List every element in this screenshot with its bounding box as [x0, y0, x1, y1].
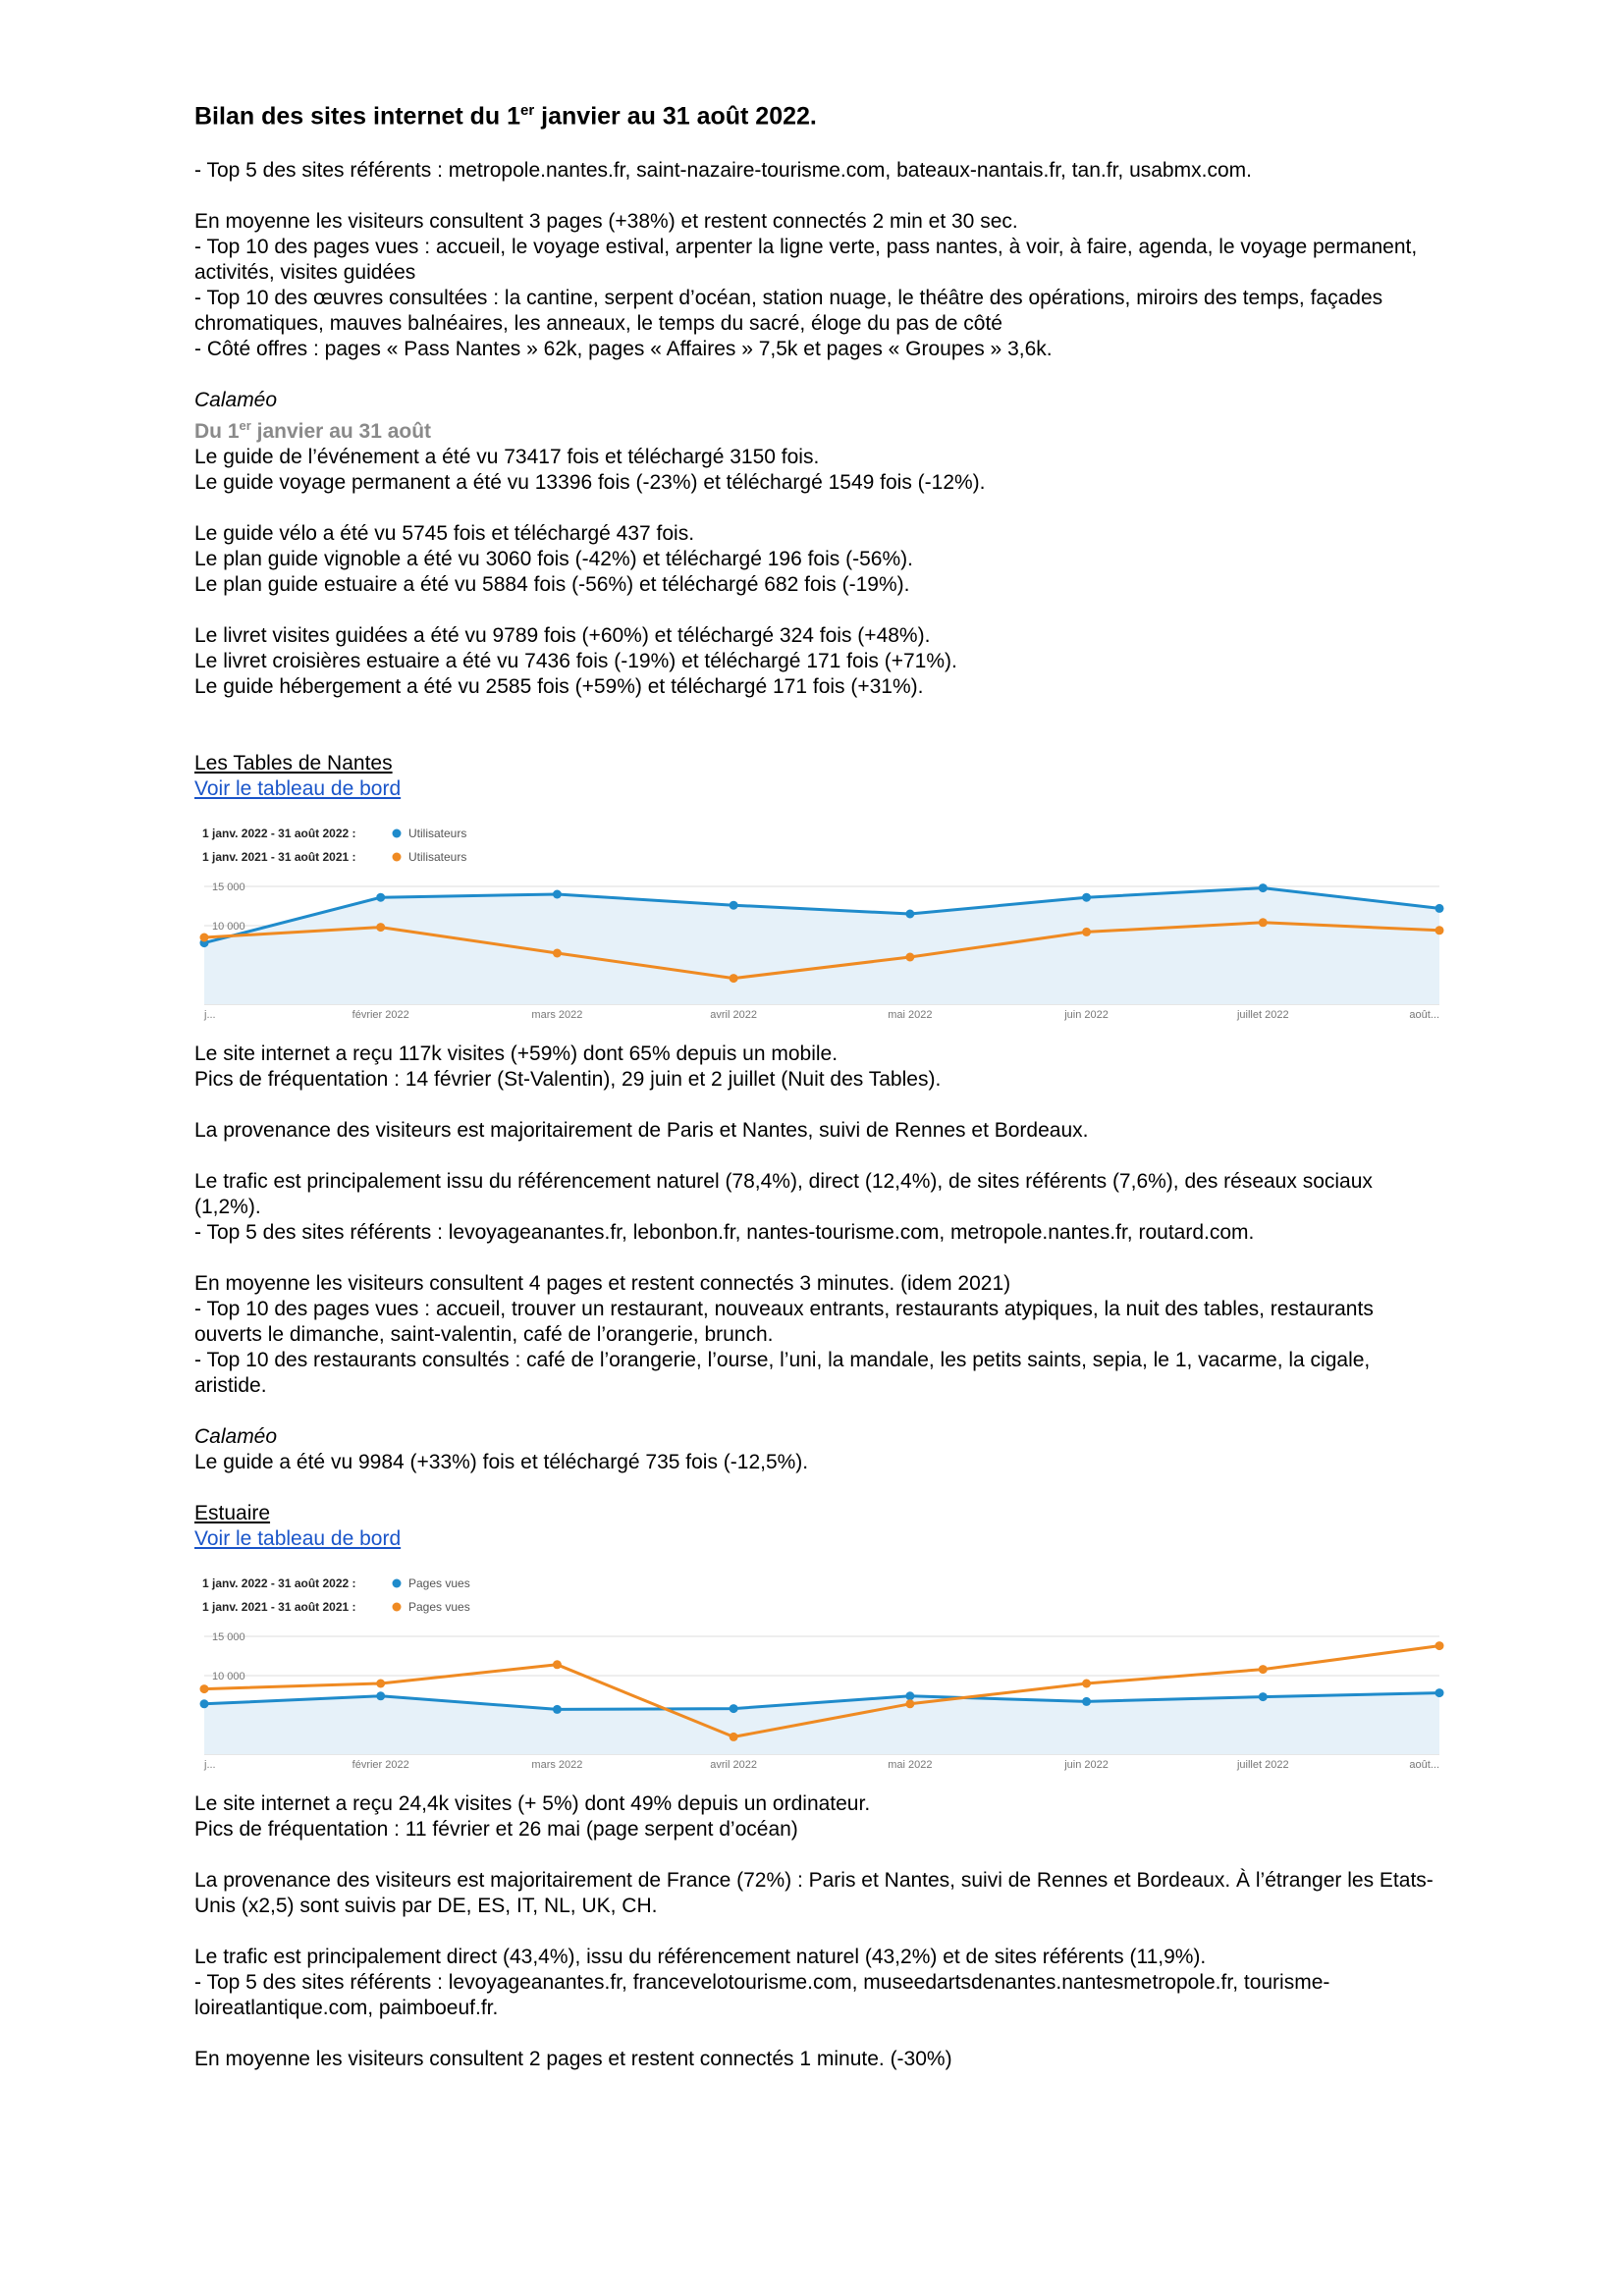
calameo-line: Le plan guide estuaire a été vu 5884 fois (-56%) et téléchargé 682 fois (-19%).	[194, 573, 910, 597]
x-tick-label: mai 2022	[888, 1759, 933, 1772]
legend-marker	[393, 1603, 402, 1612]
legend-label: Pages vues	[408, 1600, 470, 1615]
series-2022-point	[1259, 883, 1268, 892]
x-tick-label: mai 2022	[888, 1009, 933, 1022]
estuaire-referents: - Top 5 des sites référents : levoyageanantes.fr, francevelotourisme.com, museedartsdenantes.nantesmetropole.fr, tourisme-loireatlantique.com, paimboeuf.fr.	[194, 1971, 1330, 2020]
tables-dashboard-link[interactable]: Voir le tableau de bord	[194, 777, 402, 801]
x-tick-label: avril 2022	[710, 1759, 757, 1772]
x-tick-label: juillet 2022	[1236, 1009, 1289, 1022]
series-2022-point	[1435, 1688, 1444, 1697]
x-tick-label: août...	[1409, 1009, 1439, 1022]
series-2022-point	[1082, 1697, 1091, 1706]
intro-moyenne: En moyenne les visiteurs consultent 3 pages (+38%) et restent connectés 2 min et 30 sec.	[194, 210, 1018, 234]
series-2021-point	[200, 1684, 209, 1693]
legend-period: 1 janv. 2022 - 31 août 2022 :	[202, 827, 356, 841]
intro-top-pages: - Top 10 des pages vues : accueil, le voyage estival, arpenter la ligne verte, pass nantes, à voir, à faire, agenda, le voyage permanent, activités, visites guidées	[194, 236, 1418, 285]
estuaire-moyenne: En moyenne les visiteurs consultent 2 pages et restent connectés 1 minute. (-30%)	[194, 2048, 952, 2071]
document-page	[194, 94, 1441, 2072]
tables-calameo-line: Le guide a été vu 9984 (+33%) fois et téléchargé 735 fois (-12,5%).	[194, 1451, 809, 1474]
calameo-line: Le guide voyage permanent a été vu 13396 fois (-23%) et téléchargé 1549 fois (-12%).	[194, 471, 986, 495]
series-2022-point	[905, 1692, 914, 1701]
series-2021-point	[1435, 1641, 1444, 1650]
estuaire-dashboard-link[interactable]: Voir le tableau de bord	[194, 1527, 402, 1551]
x-tick-label: juin 2022	[1064, 1009, 1109, 1022]
tables-referents: - Top 5 des sites référents : levoyageanantes.fr, lebonbon.fr, nantes-tourisme.com, metropole.nantes.fr, routard.com.	[194, 1221, 1255, 1245]
tables-pics: Pics de fréquentation : 14 février (St-Valentin), 29 juin et 2 juillet (Nuit des Tables).	[194, 1068, 942, 1092]
calameo-period: Du 1er janvier au 31 août	[194, 418, 432, 444]
calameo-line: Le guide hébergement a été vu 2585 fois (+59%) et téléchargé 171 fois (+31%).	[194, 675, 924, 699]
series-2022-point	[905, 910, 914, 919]
series-2022-point	[553, 890, 562, 899]
series-2021-point	[1082, 1680, 1091, 1688]
tables-trafic: Le trafic est principalement issu du référencement naturel (78,4%), direct (12,4%), de sites référents (7,6%), des réseaux sociaux (1,2%).	[194, 1170, 1373, 1219]
calameo-heading: Calaméo	[194, 389, 278, 412]
series-2021-point	[1259, 919, 1268, 928]
x-tick-label: février 2022	[352, 1009, 409, 1022]
legend-label: Utilisateurs	[408, 850, 467, 865]
tables-provenance: La provenance des visiteurs est majoritairement de Paris et Nantes, suivi de Rennes et Bordeaux.	[194, 1119, 1089, 1143]
series-2021-point	[1082, 928, 1091, 936]
tables-top-pages: - Top 10 des pages vues : accueil, trouver un restaurant, nouveaux entrants, restaurants atypiques, la nuit des tables, restaurants ouverts le dimanche, saint-valentin, café de l’orangerie, brunch.	[194, 1298, 1374, 1347]
x-tick-label: juillet 2022	[1236, 1759, 1289, 1772]
x-tick-label: août...	[1409, 1759, 1439, 1772]
y-tick-label: 10 000	[212, 1671, 245, 1683]
y-tick-label: 15 000	[212, 881, 245, 894]
series-2022-point	[730, 901, 738, 910]
tables-visites: Le site internet a reçu 117k visites (+59%) dont 65% depuis un mobile.	[194, 1042, 839, 1066]
series-2022-point	[730, 1704, 738, 1713]
series-2021-point	[730, 1733, 738, 1741]
x-tick-label: février 2022	[352, 1759, 409, 1772]
series-2022-point	[376, 1692, 385, 1701]
series-2021-point	[905, 953, 914, 962]
estuaire-provenance: La provenance des visiteurs est majoritairement de France (72%) : Paris et Nantes, suivi de Rennes et Bordeaux. À l’étranger les Etats-Unis (x2,5) sont suivis par DE, ES, IT, NL, UK, CH.	[194, 1869, 1434, 1918]
estuaire-pageviews-chart	[194, 1568, 1451, 1774]
series-2021-point	[376, 923, 385, 932]
series-2021-point	[200, 934, 209, 942]
calameo-line: Le guide de l’événement a été vu 73417 fois et téléchargé 3150 fois.	[194, 446, 820, 469]
legend-label: Pages vues	[408, 1576, 470, 1591]
series-2022-point	[376, 893, 385, 902]
tables-users-chart	[194, 818, 1451, 1024]
series-2021-point	[1259, 1665, 1268, 1674]
x-tick-label: mars 2022	[531, 1009, 583, 1022]
x-tick-label: juin 2022	[1064, 1759, 1109, 1772]
series-2022-point	[553, 1705, 562, 1714]
x-tick-label: mars 2022	[531, 1759, 583, 1772]
legend-label: Utilisateurs	[408, 827, 467, 841]
intro-referents: - Top 5 des sites référents : metropole.nantes.fr, saint-nazaire-tourisme.com, bateaux-nantais.fr, tan.fr, usabmx.com.	[194, 159, 1252, 183]
calameo-line: Le livret croisières estuaire a été vu 7436 fois (-19%) et téléchargé 171 fois (+71%).	[194, 650, 957, 673]
legend-marker	[393, 1579, 402, 1588]
legend-marker	[393, 853, 402, 862]
series-2021-point	[376, 1680, 385, 1688]
series-2022-point	[200, 1700, 209, 1709]
page-title: Bilan des sites internet du 1er janvier au 31 août 2022.	[194, 102, 817, 131]
x-tick-label: j...	[204, 1759, 216, 1772]
legend-period: 1 janv. 2021 - 31 août 2021 :	[202, 1600, 356, 1615]
calameo-line: Le plan guide vignoble a été vu 3060 fois (-42%) et téléchargé 196 fois (-56%).	[194, 548, 913, 571]
legend-period: 1 janv. 2022 - 31 août 2022 :	[202, 1576, 356, 1591]
series-2022-point	[1082, 893, 1091, 902]
legend-period: 1 janv. 2021 - 31 août 2021 :	[202, 850, 356, 865]
series-2021-point	[905, 1700, 914, 1709]
tables-heading: Les Tables de Nantes	[194, 752, 393, 775]
calameo-line: Le livret visites guidées a été vu 9789 fois (+60%) et téléchargé 324 fois (+48%).	[194, 624, 931, 648]
x-tick-label: avril 2022	[710, 1009, 757, 1022]
tables-calameo-heading: Calaméo	[194, 1425, 278, 1449]
series-2021-point	[553, 1661, 562, 1670]
legend-marker	[393, 829, 402, 838]
tables-moyenne: En moyenne les visiteurs consultent 4 pages et restent connectés 3 minutes. (idem 2021)	[194, 1272, 1011, 1296]
tables-top-restos: - Top 10 des restaurants consultés : café de l’orangerie, l’ourse, l’uni, la mandale, les petits saints, sepia, le 1, vacarme, la cigale, aristide.	[194, 1349, 1371, 1398]
x-tick-label: j...	[204, 1009, 216, 1022]
y-tick-label: 10 000	[212, 921, 245, 934]
calameo-line: Le guide vélo a été vu 5745 fois et téléchargé 437 fois.	[194, 522, 695, 546]
series-2021-point	[553, 949, 562, 958]
y-tick-label: 15 000	[212, 1631, 245, 1644]
intro-top-oeuvres: - Top 10 des œuvres consultées : la cantine, serpent d’océan, station nuage, le théâtre des opérations, miroirs des temps, façades chromatiques, mauves balnéaires, les anneaux, le temps du sacré, éloge du pas de côté	[194, 287, 1383, 336]
series-2022-point	[1259, 1692, 1268, 1701]
series-2022-point	[1435, 904, 1444, 913]
series-2021-point	[730, 974, 738, 983]
estuaire-heading: Estuaire	[194, 1502, 271, 1525]
intro-offres: - Côté offres : pages « Pass Nantes » 62k, pages « Affaires » 7,5k et pages « Groupes » 3,6k.	[194, 338, 1053, 361]
estuaire-pics: Pics de fréquentation : 11 février et 26 mai (page serpent d’océan)	[194, 1818, 798, 1842]
series-2021-point	[1435, 927, 1444, 935]
estuaire-trafic: Le trafic est principalement direct (43,4%), issu du référencement naturel (43,2%) et de sites référents (11,9%).	[194, 1946, 1207, 1969]
estuaire-visites: Le site internet a reçu 24,4k visites (+ 5%) dont 49% depuis un ordinateur.	[194, 1792, 871, 1816]
